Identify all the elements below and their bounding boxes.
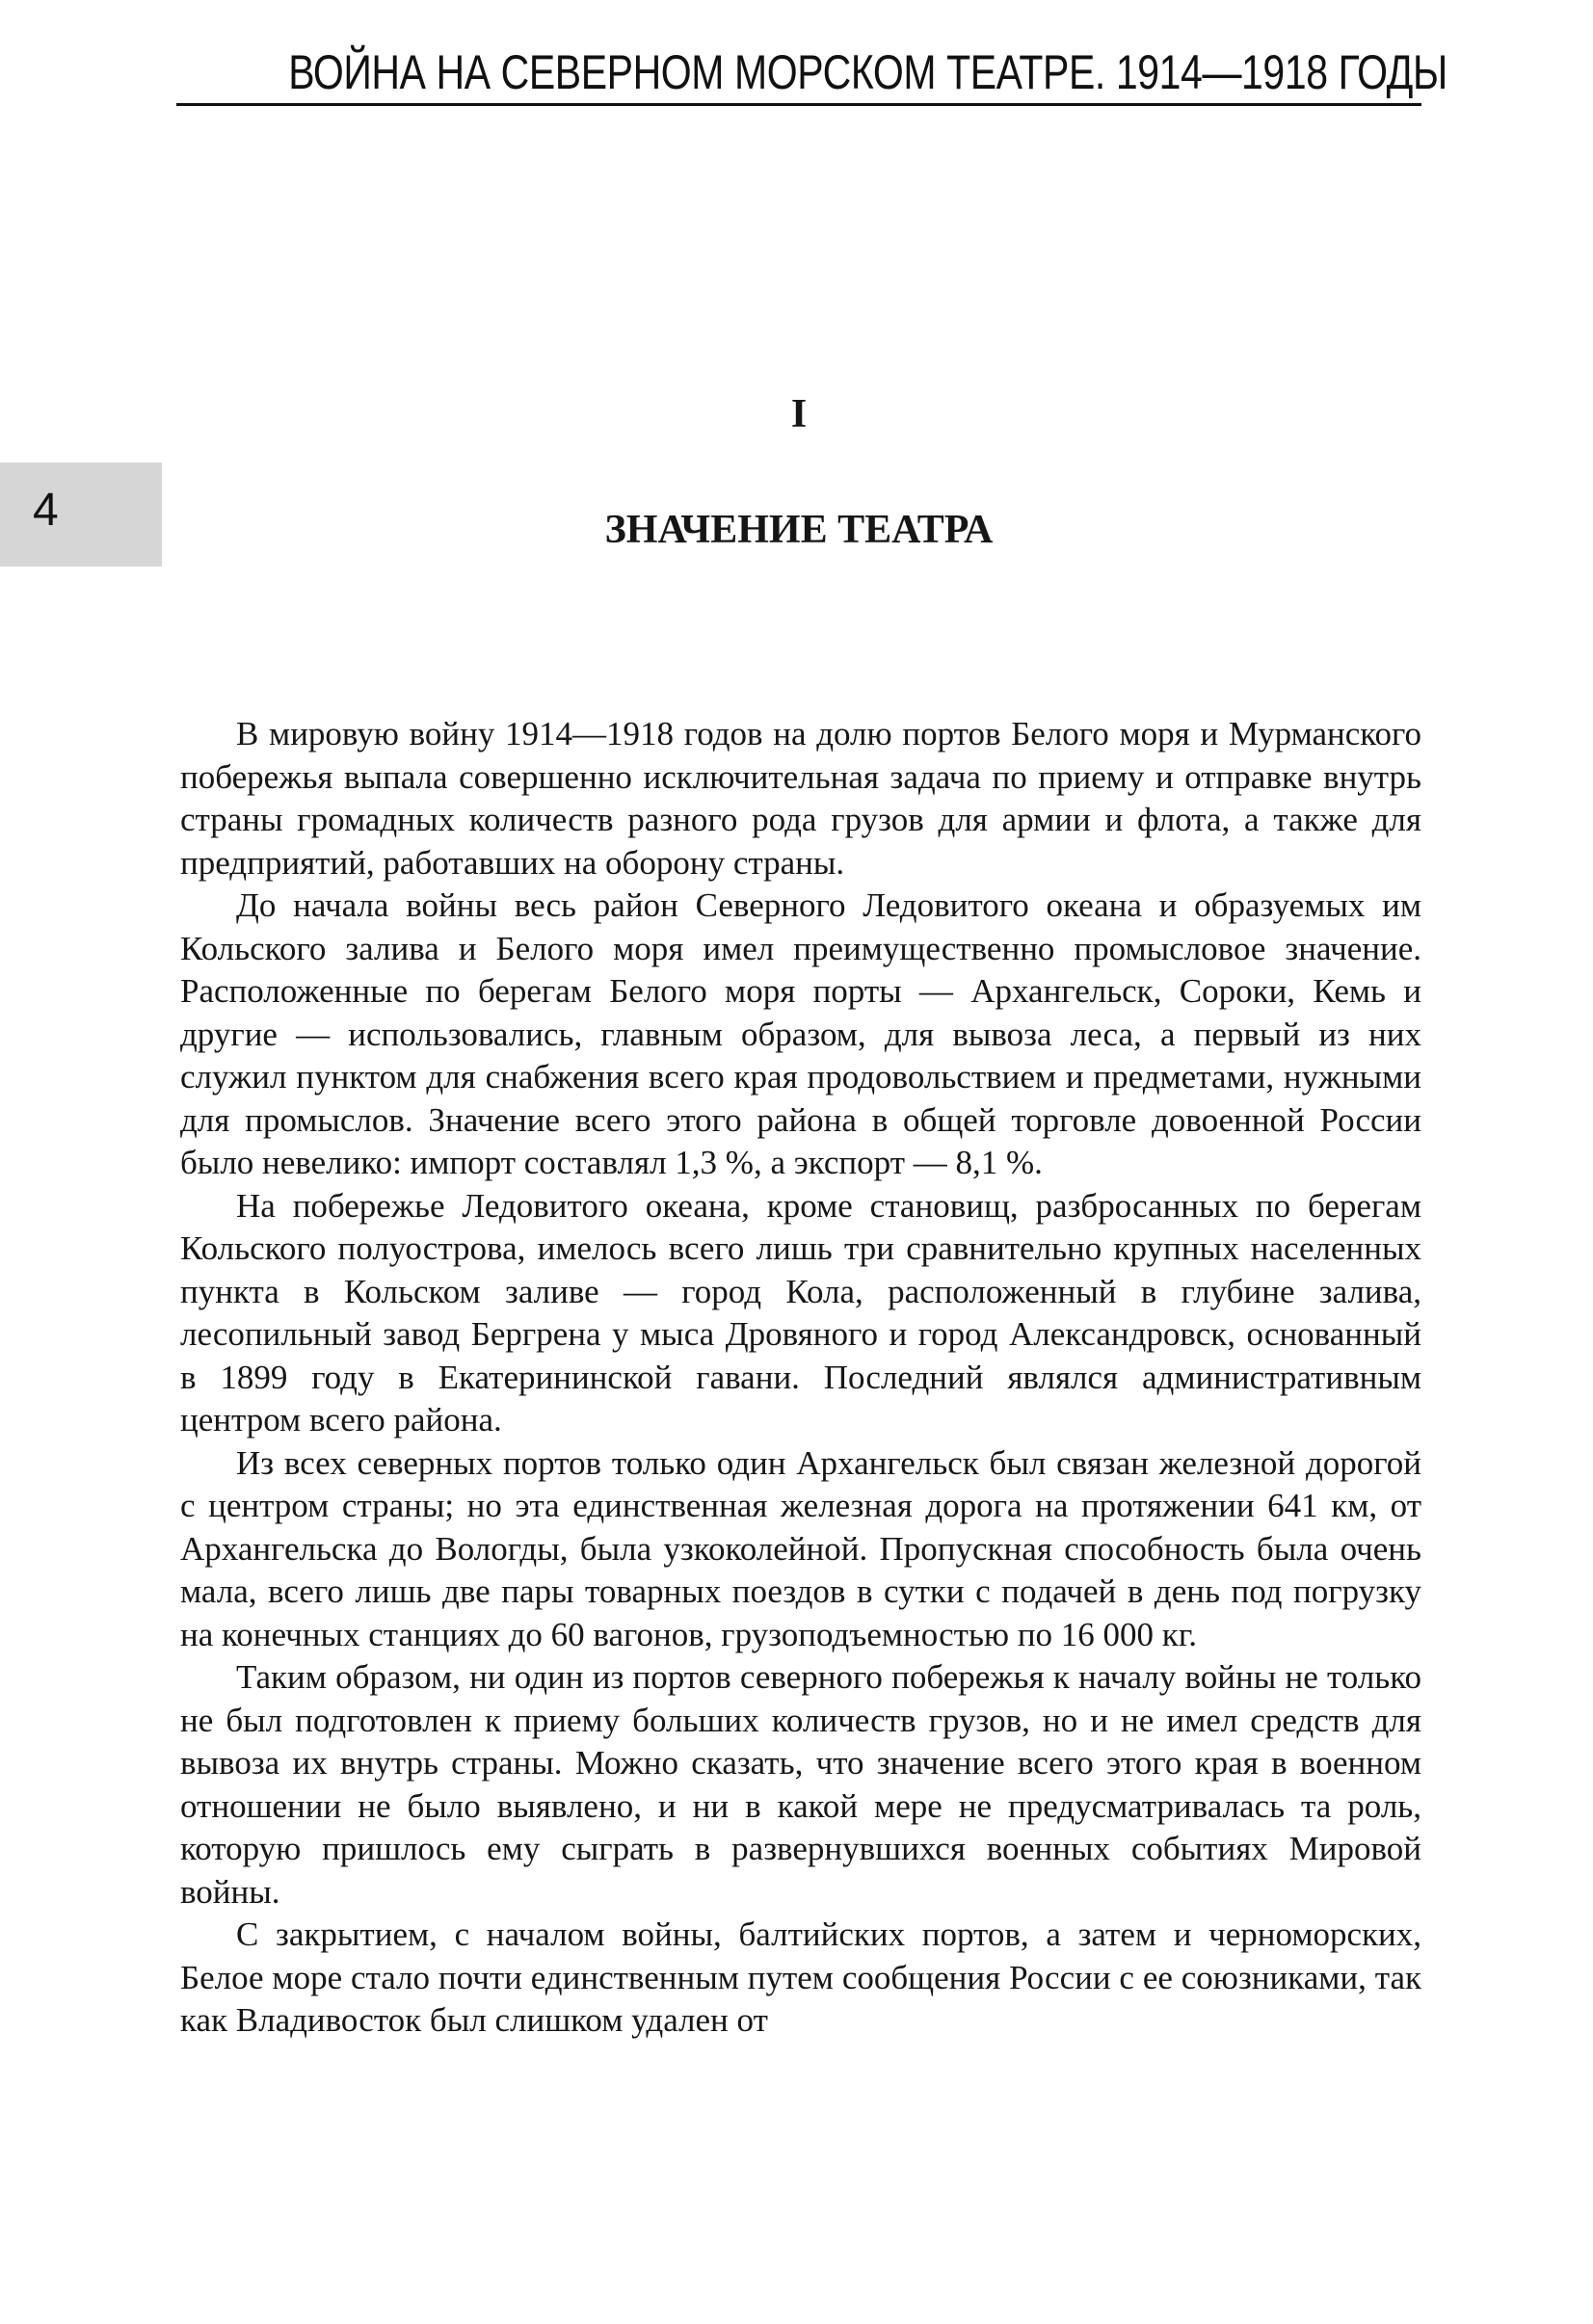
paragraph: На побережье Ледовитого океана, кроме становищ, разбросанных по берегам Кольского полуострова, имелось всего лишь три сравнительно крупных населенных пункта в Кольском заливе — город Кола, расположенный в глубине залива, лесопильный завод Бергрена у мыса Дровяного и город Александровск, основанный в 1899 году в Екатерининской гавани. Последний являлся административным центром всего района. xyxy=(180,1186,1421,1439)
chapter-title: ЗНАЧЕНИЕ ТЕАТРА xyxy=(604,508,994,552)
header-rule xyxy=(176,103,1421,106)
page-number: 4 xyxy=(33,485,59,536)
chapter-number: I xyxy=(790,392,808,436)
paragraph: Из всех северных портов только один Архангельск был связан железной дорогой с центром страны; но эта единственная железная дорога на протяжении 641 км, от Архангельска до Вологды, была узкоколейной. Пропускная способность была очень мала, всего лишь две пары товарных поездов в сутки с подачей в день под погрузку на конечных станциях до 60 вагонов, грузоподъемностью по 16 000 кг. xyxy=(180,1443,1421,1653)
paragraph: До начала войны весь район Северного Ледовитого океана и образуемых им Кольского залива и Белого моря имел преимущественно промысловое значение. Расположенные по берегам Белого моря порты — Архангельск, Сороки, Кемь и другие — использовались, главным образом, для вывоза леса, а первый из них служил пунктом для снабжения всего края продовольствием и предметами, нужными для промыслов. Значение всего этого района в общей торговле довоенной России было невелико: импорт составлял 1,3 %, а экспорт — 8,1 %. xyxy=(180,886,1421,1181)
paragraph: В мировую войну 1914—1918 годов на долю портов Белого моря и Мурманского побережья выпала совершенно исключительная задача по приему и отправке внутрь страны громадных количеств разного рода грузов для армии и флота, а также для предприятий, работавших на оборону страны. xyxy=(180,715,1421,882)
paragraph: С закрытием, с началом войны, балтийских портов, а затем и черноморских, Белое море стало почти единственным путем сообщения России с ее союзниками, так как Владивосток был слишком удален от xyxy=(180,1915,1421,2039)
page-number-tab xyxy=(0,462,162,567)
running-header: ВОЙНА НА СЕВЕРНОМ МОРСКОМ ТЕАТРЕ. 1914—1918 ГОДЫ xyxy=(288,45,1447,99)
paragraph: Таким образом, ни один из портов северного побережья к началу войны не только не был подготовлен к приему больших количеств грузов, но и не имел средств для вывоза их внутрь страны. Можно сказать, что значение всего этого края в военном отношении не было выявлено, и ни в какой мере не предусматривалась та роль, которую пришлось ему сыграть в развернувшихся военных событиях Мировой войны. xyxy=(180,1658,1421,1911)
body-text xyxy=(180,713,1421,2043)
